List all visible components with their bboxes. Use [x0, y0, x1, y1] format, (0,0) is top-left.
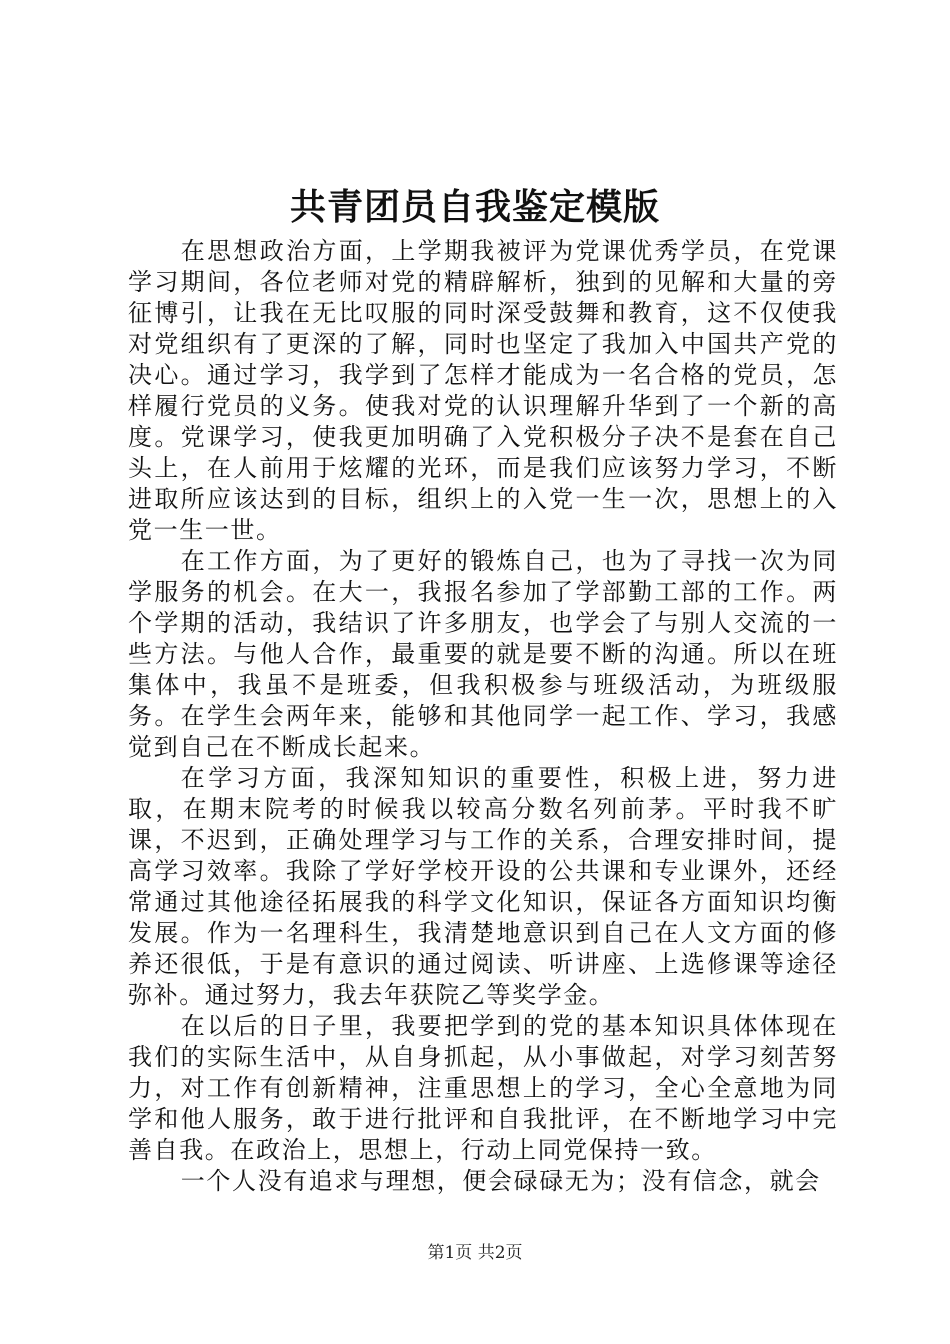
paragraph-study: 在学习方面，我深知知识的重要性，积极上进，努力进取，在期末院考的时候我以较高分数名列前茅。平时我不旷课，不迟到，正确处理学习与工作的关系，合理安排时间，提高学习效率。我除了学好学校开设的公共课和专业课外，还经常通过其他途径拓展我的科学文化知识，保证各方面知识均衡发展。作为一名理科生，我清楚地意识到自己在人文方面的修养还很低，于是有意识的通过阅读、听讲座、上选修课等途径弥补。通过努力，我去年获院乙等奖学金。 — [128, 764, 838, 1009]
document-body — [128, 236, 838, 1197]
document-title: 共青团员自我鉴定模版 — [289, 186, 660, 228]
paragraph-politics: 在思想政治方面，上学期我被评为党课优秀学员，在党课学习期间，各位老师对党的精辟解析，独到的见解和大量的旁征博引，让我在无比叹服的同时深受鼓舞和教育，这不仅使我对党组织有了更深的了解，同时也坚定了我加入中国共产党的决心。通过学习，我学到了怎样才能成为一名合格的党员，怎样履行党员的义务。使我对党的认识理解升华到了一个新的高度。党课学习，使我更加明确了入党积极分子决不是套在自己头上，在人前用于炫耀的光环，而是我们应该努力学习，不断进取所应该达到的目标，组织上的入党一生一次，思想上的入党一生一世。 — [128, 237, 838, 544]
page-number-footer: 第1页 共2页 — [427, 1243, 523, 1263]
paragraph-work: 在工作方面，为了更好的锻炼自己，也为了寻找一次为同学服务的机会。在大一，我报名参加了学部勤工部的工作。两个学期的活动，我结识了许多朋友，也学会了与别人交流的一些方法。与他人合作，最重要的就是要不断的沟通。所以在班集体中，我虽不是班委，但我积极参与班级活动，为班级服务。在学生会两年来，能够和其他同学一起工作、学习，我感觉到自己在不断成长起来。 — [128, 547, 838, 761]
paragraph-future: 在以后的日子里，我要把学到的党的基本知识具体体现在我们的实际生活中，从自身抓起，从小事做起，对学习刻苦努力，对工作有创新精神，注重思想上的学习，全心全意地为同学和他人服务，敢于进行批评和自我批评，在不断地学习中完善自我。在政治上，思想上，行动上同党保持一致。 — [128, 1012, 838, 1164]
paragraph-ideals: 一个人没有追求与理想，便会碌碌无为；没有信念，就会 — [180, 1167, 821, 1195]
